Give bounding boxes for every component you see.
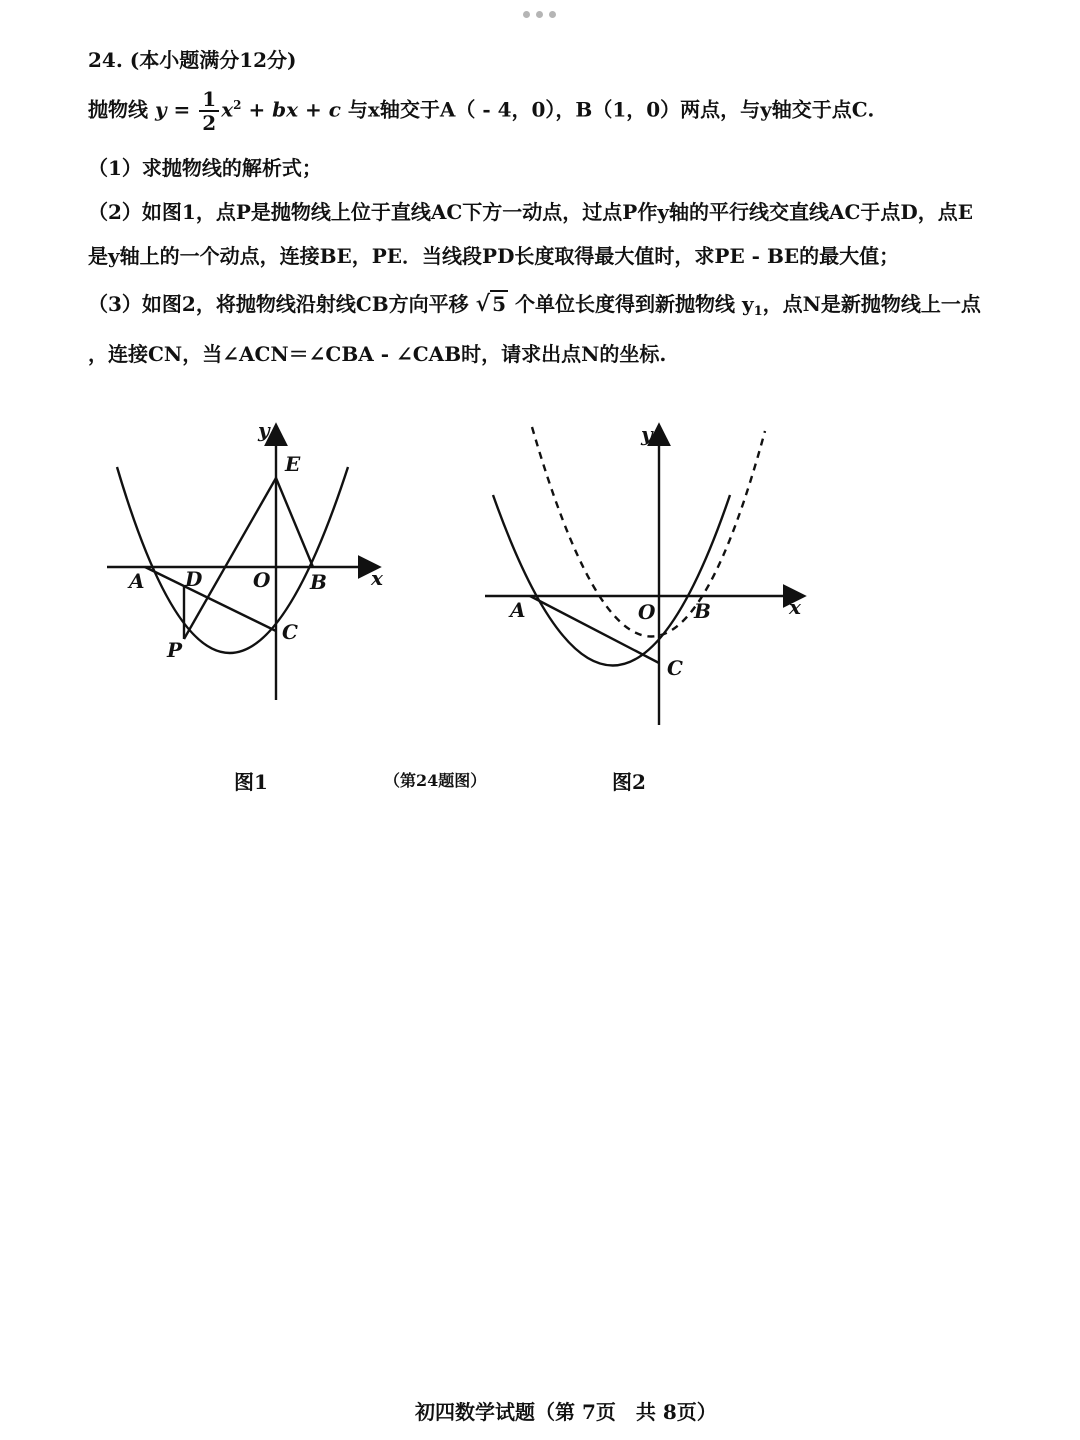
part-2-line-1: （2）如图1，点P是抛物线上位于直线AC下方一动点，过点P作y轴的平行线交直线AC于点D，点E: [88, 200, 973, 224]
stem-mid: 与x轴交于A（ - 4，0），B（1，0）两点，与y轴交于点C.: [340, 97, 875, 122]
eq-x: x: [221, 97, 234, 122]
more-dots-icon[interactable]: [523, 8, 563, 20]
y1-subscript: 1: [753, 304, 763, 319]
label-p: P: [167, 638, 183, 662]
label-b: B: [694, 599, 711, 623]
label-x: x: [789, 595, 801, 619]
sqrt-symbol: √: [475, 291, 491, 317]
dot: [523, 11, 530, 18]
label-y: y: [641, 422, 653, 446]
part-3-before: （3）如图2，将抛物线沿射线CB方向平移: [88, 292, 476, 316]
question-title: 24. (本小题满分12分): [88, 48, 297, 72]
part-2-line-2: 是y轴上的一个动点，连接BE，PE．当线段PD长度取得最大值时，求PE - BE的最大值；: [88, 244, 900, 268]
label-d: D: [185, 567, 203, 591]
stem-prefix: 抛物线: [88, 97, 148, 122]
fraction-denominator: 2: [199, 110, 219, 134]
part-1: （1）求抛物线的解析式；: [88, 156, 322, 180]
part-3-line-2: ，连接CN，当∠ACN＝∠CBA - ∠CAB时，请求出点N的坐标.: [88, 342, 667, 366]
part-3-line-1: [88, 288, 981, 319]
original-parabola: [493, 495, 730, 666]
label-e: E: [285, 452, 301, 476]
part-3-after: 个单位长度得到新抛物线 y: [508, 292, 754, 316]
eq-equals: =: [166, 97, 198, 122]
sqrt-argument: 5: [492, 292, 507, 316]
figure-1: [95, 415, 395, 715]
parabola: [117, 467, 348, 653]
label-c: C: [667, 656, 683, 680]
page-footer: 初四数学试题（第 7页 共 8页）: [415, 1400, 717, 1424]
segment-be: [276, 478, 313, 567]
label-y: y: [258, 418, 270, 442]
figure-2: [475, 415, 815, 735]
figure-group-caption: （第24题图）: [384, 771, 487, 790]
label-o: O: [253, 568, 271, 592]
segment-pe: [184, 478, 276, 639]
label-a: A: [510, 598, 526, 622]
eq-rest: + bx + c: [241, 97, 341, 122]
question-stem: [88, 88, 874, 148]
label-b: B: [310, 570, 327, 594]
label-o: O: [638, 600, 656, 624]
eq-y: y: [154, 97, 167, 122]
label-x: x: [371, 566, 383, 590]
part-3-end: ，点N是新抛物线上一点: [762, 292, 981, 316]
fraction-numerator: 1: [202, 87, 217, 111]
dot: [536, 11, 543, 18]
dot: [549, 11, 556, 18]
label-a: A: [129, 569, 145, 593]
figure-2-caption: 图2: [612, 770, 646, 794]
figure-1-caption: 图1: [234, 770, 268, 794]
label-c: C: [282, 620, 298, 644]
eq-exponent: 2: [233, 97, 242, 112]
fraction-half: [199, 88, 219, 134]
